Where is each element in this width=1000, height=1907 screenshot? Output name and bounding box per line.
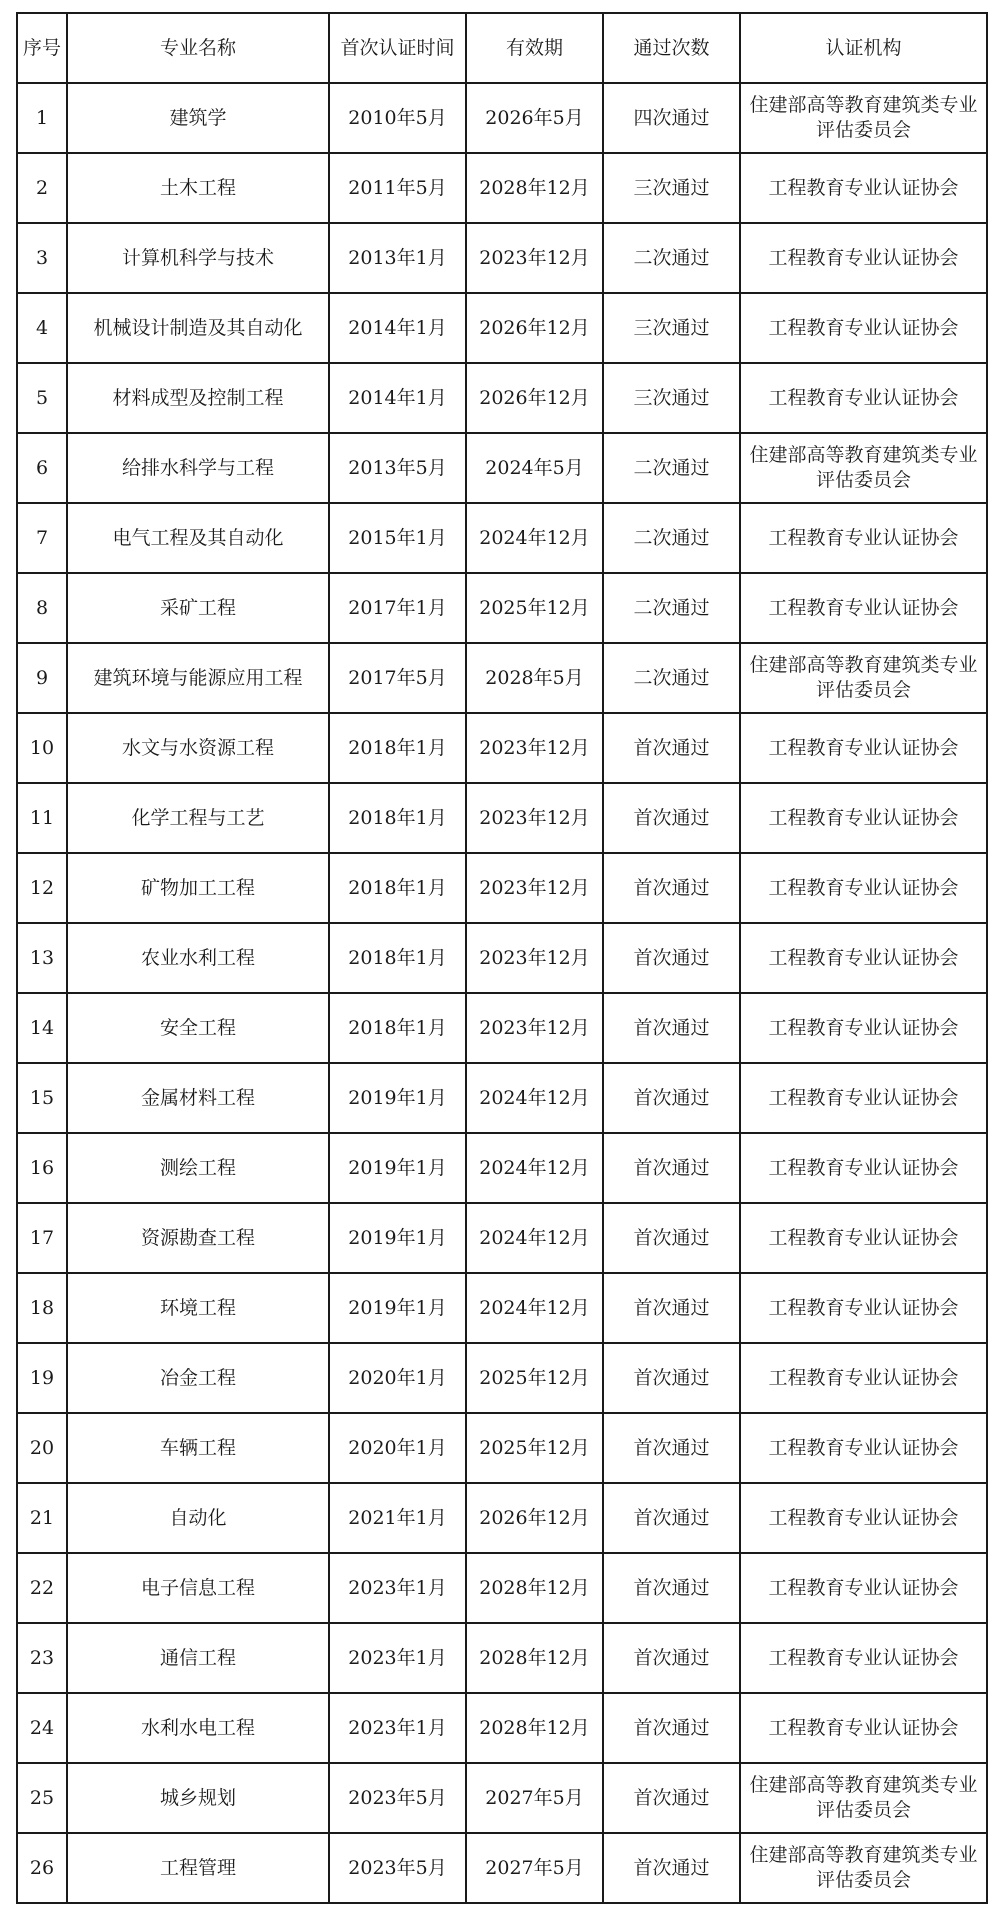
cell-no: 22 [17, 1553, 67, 1623]
cell-org: 工程教育专业认证协会 [740, 783, 987, 853]
cell-org: 工程教育专业认证协会 [740, 1483, 987, 1553]
cell-org: 工程教育专业认证协会 [740, 853, 987, 923]
cell-pass-count: 三次通过 [603, 153, 740, 223]
cell-pass-count: 首次通过 [603, 1133, 740, 1203]
cell-valid-until: 2026年12月 [466, 1483, 603, 1553]
cell-org: 工程教育专业认证协会 [740, 1273, 987, 1343]
cell-org: 工程教育专业认证协会 [740, 1133, 987, 1203]
cell-name: 矿物加工工程 [67, 853, 329, 923]
cell-org: 工程教育专业认证协会 [740, 923, 987, 993]
cell-name: 工程管理 [67, 1833, 329, 1903]
cell-no: 25 [17, 1763, 67, 1833]
cell-pass-count: 首次通过 [603, 853, 740, 923]
cell-pass-count: 首次通过 [603, 1483, 740, 1553]
cell-org: 住建部高等教育建筑类专业评估委员会 [740, 1833, 987, 1903]
cell-valid-until: 2023年12月 [466, 993, 603, 1063]
cell-name: 机械设计制造及其自动化 [67, 293, 329, 363]
table-row [17, 1833, 987, 1903]
cell-first-cert: 2023年1月 [329, 1693, 466, 1763]
cell-valid-until: 2024年12月 [466, 1203, 603, 1273]
cell-first-cert: 2023年5月 [329, 1833, 466, 1903]
cell-first-cert: 2011年5月 [329, 153, 466, 223]
cell-name: 农业水利工程 [67, 923, 329, 993]
cell-pass-count: 三次通过 [603, 293, 740, 363]
cell-org: 工程教育专业认证协会 [740, 1413, 987, 1483]
cell-no: 6 [17, 433, 67, 503]
cell-no: 7 [17, 503, 67, 573]
cell-name: 城乡规划 [67, 1763, 329, 1833]
header-pass-count: 通过次数 [603, 13, 740, 83]
cell-first-cert: 2014年1月 [329, 363, 466, 433]
header-org: 认证机构 [740, 13, 987, 83]
cell-name: 建筑学 [67, 83, 329, 153]
cell-valid-until: 2025年12月 [466, 573, 603, 643]
cell-first-cert: 2020年1月 [329, 1413, 466, 1483]
cell-pass-count: 首次通过 [603, 783, 740, 853]
cell-name: 化学工程与工艺 [67, 783, 329, 853]
cell-valid-until: 2026年5月 [466, 83, 603, 153]
table-row [17, 1063, 987, 1133]
cell-no: 23 [17, 1623, 67, 1693]
cell-no: 11 [17, 783, 67, 853]
cell-valid-until: 2028年12月 [466, 1553, 603, 1623]
table-row [17, 1553, 987, 1623]
cell-first-cert: 2013年1月 [329, 223, 466, 293]
cell-org: 工程教育专业认证协会 [740, 1203, 987, 1273]
cell-first-cert: 2018年1月 [329, 783, 466, 853]
cell-pass-count: 首次通过 [603, 1063, 740, 1133]
cell-no: 20 [17, 1413, 67, 1483]
table-row [17, 923, 987, 993]
cell-pass-count: 三次通过 [603, 363, 740, 433]
table-row [17, 853, 987, 923]
table-row [17, 1623, 987, 1693]
cell-first-cert: 2018年1月 [329, 713, 466, 783]
cell-valid-until: 2026年12月 [466, 293, 603, 363]
table-row [17, 1483, 987, 1553]
cell-no: 9 [17, 643, 67, 713]
cell-no: 13 [17, 923, 67, 993]
cell-name: 计算机科学与技术 [67, 223, 329, 293]
table-row [17, 783, 987, 853]
table-row [17, 1203, 987, 1273]
table-row [17, 293, 987, 363]
cell-first-cert: 2013年5月 [329, 433, 466, 503]
cell-valid-until: 2028年12月 [466, 153, 603, 223]
cell-valid-until: 2026年12月 [466, 363, 603, 433]
cell-org: 工程教育专业认证协会 [740, 223, 987, 293]
cell-name: 车辆工程 [67, 1413, 329, 1483]
cell-org: 工程教育专业认证协会 [740, 713, 987, 783]
cell-name: 资源勘查工程 [67, 1203, 329, 1273]
cell-pass-count: 四次通过 [603, 83, 740, 153]
table-row [17, 503, 987, 573]
cell-name: 水利水电工程 [67, 1693, 329, 1763]
cell-name: 自动化 [67, 1483, 329, 1553]
cell-org: 工程教育专业认证协会 [740, 573, 987, 643]
cell-org: 工程教育专业认证协会 [740, 993, 987, 1063]
cell-first-cert: 2023年1月 [329, 1553, 466, 1623]
cell-no: 15 [17, 1063, 67, 1133]
cell-no: 26 [17, 1833, 67, 1903]
cell-first-cert: 2019年1月 [329, 1203, 466, 1273]
cell-pass-count: 二次通过 [603, 433, 740, 503]
cell-valid-until: 2028年5月 [466, 643, 603, 713]
cell-valid-until: 2024年12月 [466, 1273, 603, 1343]
cell-pass-count: 首次通过 [603, 1203, 740, 1273]
cell-pass-count: 首次通过 [603, 1553, 740, 1623]
table-row [17, 223, 987, 293]
cell-valid-until: 2023年12月 [466, 853, 603, 923]
cell-name: 冶金工程 [67, 1343, 329, 1413]
table-body [17, 83, 987, 1903]
table-row [17, 643, 987, 713]
header-name: 专业名称 [67, 13, 329, 83]
cell-pass-count: 首次通过 [603, 1623, 740, 1693]
cell-name: 环境工程 [67, 1273, 329, 1343]
cell-org: 住建部高等教育建筑类专业评估委员会 [740, 1763, 987, 1833]
cell-pass-count: 二次通过 [603, 573, 740, 643]
table-row [17, 363, 987, 433]
cell-no: 24 [17, 1693, 67, 1763]
cell-no: 2 [17, 153, 67, 223]
table-row [17, 83, 987, 153]
table-row [17, 1133, 987, 1203]
cell-first-cert: 2015年1月 [329, 503, 466, 573]
table-row [17, 1343, 987, 1413]
cell-name: 水文与水资源工程 [67, 713, 329, 783]
cell-first-cert: 2017年1月 [329, 573, 466, 643]
cell-no: 4 [17, 293, 67, 363]
cell-name: 采矿工程 [67, 573, 329, 643]
cell-first-cert: 2014年1月 [329, 293, 466, 363]
cell-org: 工程教育专业认证协会 [740, 1553, 987, 1623]
cell-first-cert: 2019年1月 [329, 1063, 466, 1133]
cell-first-cert: 2010年5月 [329, 83, 466, 153]
cell-first-cert: 2020年1月 [329, 1343, 466, 1413]
cell-name: 材料成型及控制工程 [67, 363, 329, 433]
cell-no: 18 [17, 1273, 67, 1343]
header-no: 序号 [17, 13, 67, 83]
cell-org: 住建部高等教育建筑类专业评估委员会 [740, 83, 987, 153]
cell-no: 8 [17, 573, 67, 643]
cell-pass-count: 首次通过 [603, 1343, 740, 1413]
cell-first-cert: 2017年5月 [329, 643, 466, 713]
cell-pass-count: 首次通过 [603, 1693, 740, 1763]
cell-org: 工程教育专业认证协会 [740, 503, 987, 573]
cell-pass-count: 首次通过 [603, 1413, 740, 1483]
header-row [17, 13, 987, 83]
cell-org: 工程教育专业认证协会 [740, 363, 987, 433]
cell-name: 电气工程及其自动化 [67, 503, 329, 573]
cell-pass-count: 二次通过 [603, 643, 740, 713]
cell-org: 工程教育专业认证协会 [740, 1343, 987, 1413]
cell-no: 19 [17, 1343, 67, 1413]
cell-valid-until: 2024年5月 [466, 433, 603, 503]
cell-no: 5 [17, 363, 67, 433]
cell-valid-until: 2028年12月 [466, 1623, 603, 1693]
cell-first-cert: 2019年1月 [329, 1133, 466, 1203]
cell-name: 土木工程 [67, 153, 329, 223]
cell-org: 工程教育专业认证协会 [740, 293, 987, 363]
cell-pass-count: 首次通过 [603, 1273, 740, 1343]
cell-no: 3 [17, 223, 67, 293]
table-row [17, 1693, 987, 1763]
cell-valid-until: 2024年12月 [466, 503, 603, 573]
cell-no: 12 [17, 853, 67, 923]
cell-name: 建筑环境与能源应用工程 [67, 643, 329, 713]
table-row [17, 993, 987, 1063]
table-header [17, 13, 987, 83]
table-row [17, 1273, 987, 1343]
cell-org: 住建部高等教育建筑类专业评估委员会 [740, 643, 987, 713]
table-row [17, 1763, 987, 1833]
cell-name: 通信工程 [67, 1623, 329, 1693]
cell-org: 工程教育专业认证协会 [740, 153, 987, 223]
cell-name: 测绘工程 [67, 1133, 329, 1203]
cell-first-cert: 2023年5月 [329, 1763, 466, 1833]
cell-org: 工程教育专业认证协会 [740, 1623, 987, 1693]
cell-valid-until: 2023年12月 [466, 713, 603, 783]
cell-no: 10 [17, 713, 67, 783]
cell-valid-until: 2027年5月 [466, 1763, 603, 1833]
cell-name: 电子信息工程 [67, 1553, 329, 1623]
cell-valid-until: 2025年12月 [466, 1413, 603, 1483]
cell-first-cert: 2021年1月 [329, 1483, 466, 1553]
table-row [17, 713, 987, 783]
cell-valid-until: 2023年12月 [466, 783, 603, 853]
cell-name: 给排水科学与工程 [67, 433, 329, 503]
cell-first-cert: 2018年1月 [329, 993, 466, 1063]
cell-pass-count: 首次通过 [603, 1763, 740, 1833]
table-row [17, 573, 987, 643]
cell-pass-count: 首次通过 [603, 993, 740, 1063]
cell-org: 工程教育专业认证协会 [740, 1693, 987, 1763]
cell-pass-count: 首次通过 [603, 713, 740, 783]
cell-org: 工程教育专业认证协会 [740, 1063, 987, 1133]
cell-pass-count: 首次通过 [603, 1833, 740, 1903]
cell-no: 21 [17, 1483, 67, 1553]
cell-first-cert: 2019年1月 [329, 1273, 466, 1343]
table-row [17, 153, 987, 223]
header-valid-until: 有效期 [466, 13, 603, 83]
cell-no: 14 [17, 993, 67, 1063]
cell-first-cert: 2018年1月 [329, 853, 466, 923]
cell-valid-until: 2023年12月 [466, 923, 603, 993]
cell-pass-count: 二次通过 [603, 223, 740, 293]
accreditation-table [16, 12, 988, 1904]
cell-no: 1 [17, 83, 67, 153]
cell-valid-until: 2024年12月 [466, 1133, 603, 1203]
cell-org: 住建部高等教育建筑类专业评估委员会 [740, 433, 987, 503]
cell-name: 金属材料工程 [67, 1063, 329, 1133]
cell-valid-until: 2023年12月 [466, 223, 603, 293]
table-row [17, 433, 987, 503]
cell-pass-count: 首次通过 [603, 923, 740, 993]
table-row [17, 1413, 987, 1483]
cell-pass-count: 二次通过 [603, 503, 740, 573]
cell-no: 17 [17, 1203, 67, 1273]
cell-valid-until: 2025年12月 [466, 1343, 603, 1413]
cell-first-cert: 2018年1月 [329, 923, 466, 993]
cell-first-cert: 2023年1月 [329, 1623, 466, 1693]
cell-valid-until: 2028年12月 [466, 1693, 603, 1763]
cell-name: 安全工程 [67, 993, 329, 1063]
cell-no: 16 [17, 1133, 67, 1203]
header-first-cert: 首次认证时间 [329, 13, 466, 83]
cell-valid-until: 2024年12月 [466, 1063, 603, 1133]
cell-valid-until: 2027年5月 [466, 1833, 603, 1903]
